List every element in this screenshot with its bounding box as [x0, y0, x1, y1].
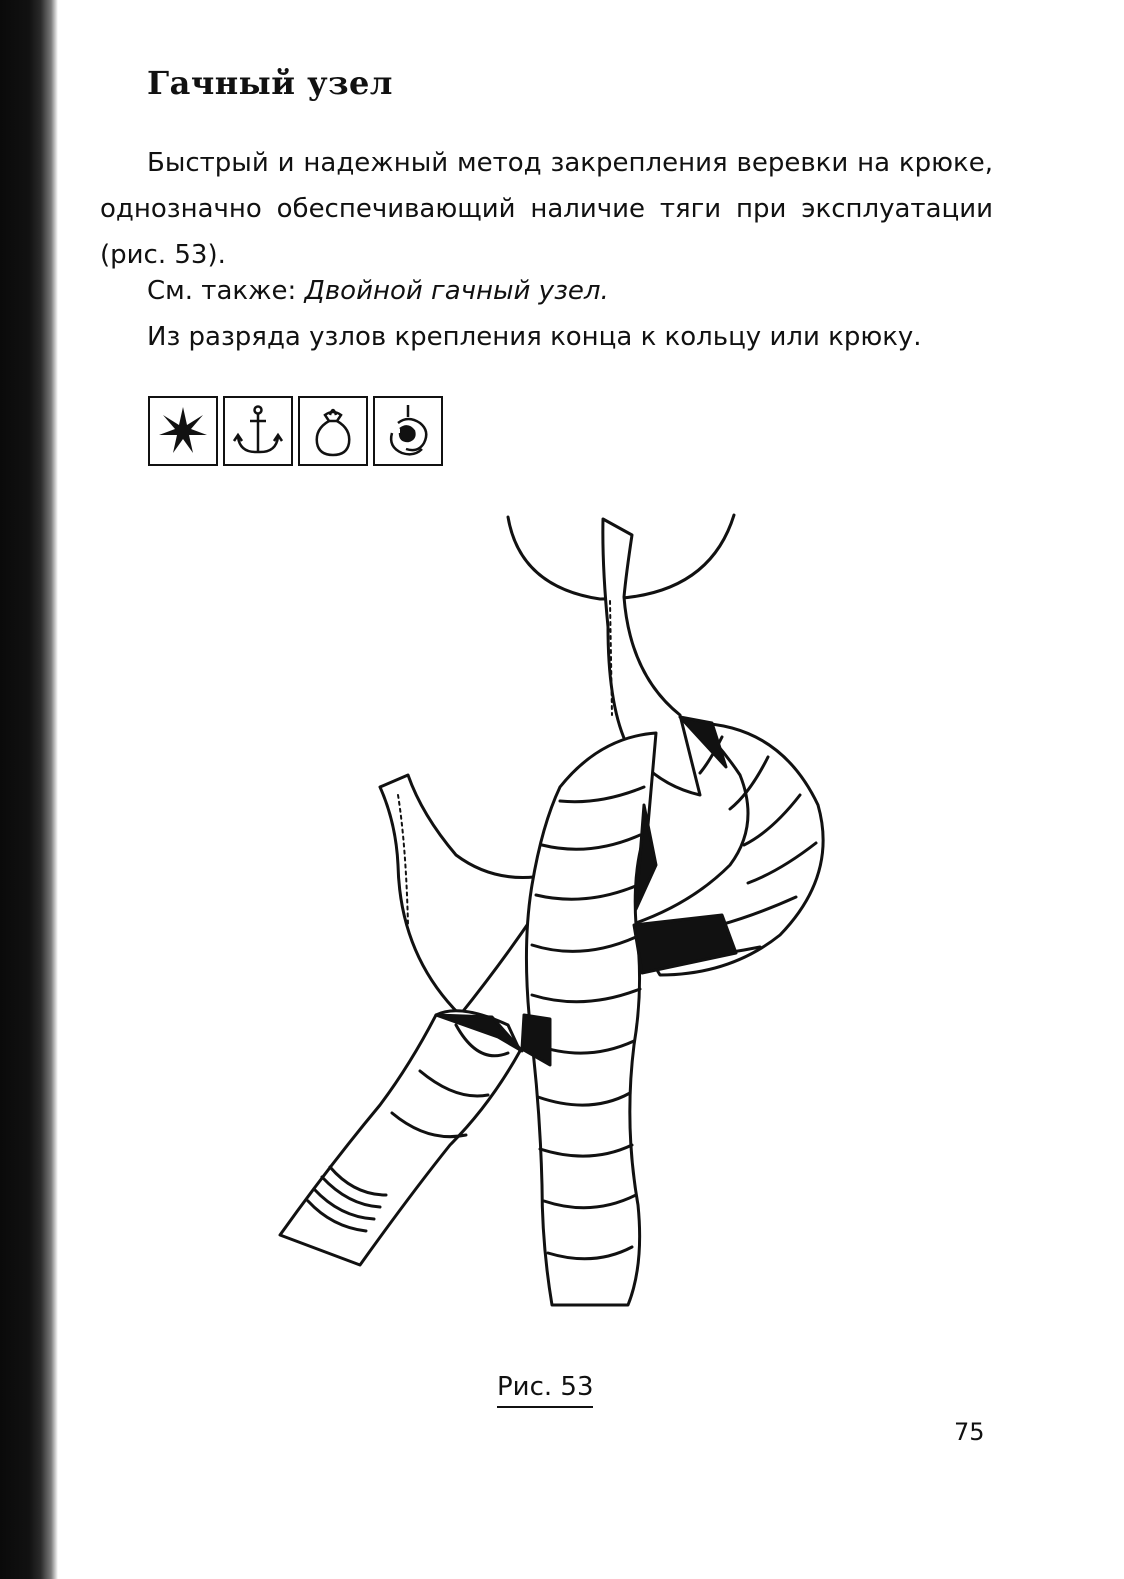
sack-icon	[298, 396, 368, 466]
knot-illustration	[260, 505, 860, 1329]
knot-category-icons	[148, 396, 443, 466]
page-title: Гачный узел	[147, 64, 393, 102]
see-also-label: См. также:	[147, 276, 297, 306]
category-line: Из разряда узлов крепления конца к кольцу или крюку.	[147, 322, 922, 352]
figure-caption: Рис. 53	[497, 1372, 593, 1408]
see-also-line	[147, 268, 1007, 314]
anchor-icon	[223, 396, 293, 466]
star-burst-icon	[148, 396, 218, 466]
book-spine-shadow	[0, 0, 58, 1579]
see-also-link: Двойной гачный узел.	[304, 276, 609, 306]
rope-short-end	[280, 1011, 520, 1265]
hook-icon	[373, 396, 443, 466]
page-number: 75	[954, 1418, 985, 1446]
description-paragraph: Быстрый и надежный метод закрепления веревки на крюке, однозначно обеспечивающий наличие тяги при эксплуатации (рис. 53).	[100, 148, 993, 270]
rope-left-loop	[380, 775, 548, 1015]
